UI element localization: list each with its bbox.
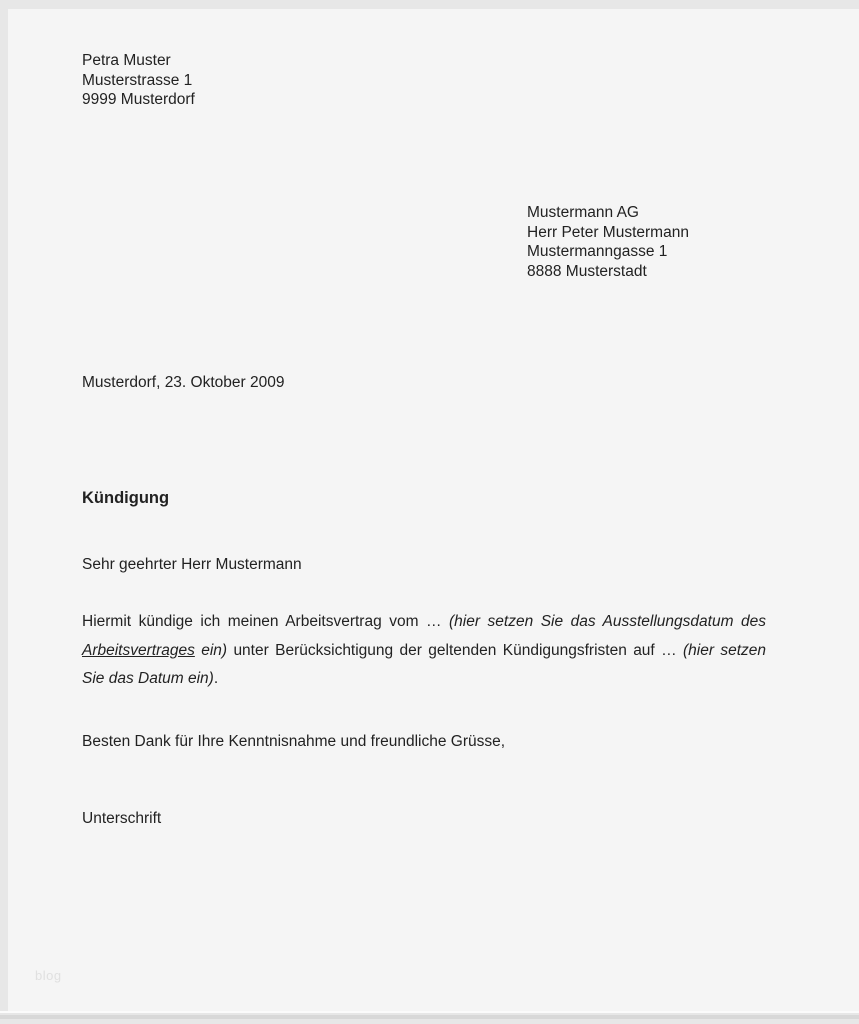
paper-bottom-edge	[0, 1015, 859, 1019]
recipient-person: Herr Peter Mustermann	[527, 223, 689, 241]
body-text-italic-underlined: Arbeitsvertrages	[82, 641, 195, 659]
body-text-regular-2: unter Berücksichtigung der geltenden Kündigungsfristen auf …	[227, 641, 683, 659]
recipient-street: Mustermanngasse 1	[527, 243, 668, 260]
body-paragraph	[82, 608, 766, 694]
date-line: Musterdorf, 23. Oktober 2009	[82, 374, 285, 391]
signature-label: Unterschrift	[82, 810, 162, 827]
body-text-italic-3: (hier setzen Sie das Datum ein)	[82, 641, 767, 687]
recipient-address-block	[527, 203, 689, 281]
paper-bottom-highlight	[0, 1011, 859, 1013]
watermark-text: blog	[35, 968, 62, 983]
paper-background	[8, 9, 859, 1012]
sender-name: Petra Muster	[82, 52, 171, 69]
recipient-company: Mustermann AG	[527, 204, 639, 221]
body-text-regular-3: .	[213, 670, 219, 687]
body-text-italic-2: ein)	[194, 641, 228, 659]
sender-street: Musterstrasse 1	[82, 71, 193, 89]
subject-line: Kündigung	[82, 489, 170, 507]
sender-address-block	[82, 51, 195, 110]
closing-thanks-line: Besten Dank für Ihre Kenntnisnahme und freundliche Grüsse,	[82, 733, 506, 750]
recipient-city: 8888 Musterstadt	[527, 262, 647, 280]
sender-city: 9999 Musterdorf	[82, 91, 195, 108]
body-text-italic-1: (hier setzen Sie das Ausstellungsdatum des	[449, 613, 766, 630]
body-text-regular-1: Hiermit kündige ich meinen Arbeitsvertrag vom …	[82, 613, 449, 630]
salutation-line: Sehr geehrter Herr Mustermann	[82, 556, 302, 573]
